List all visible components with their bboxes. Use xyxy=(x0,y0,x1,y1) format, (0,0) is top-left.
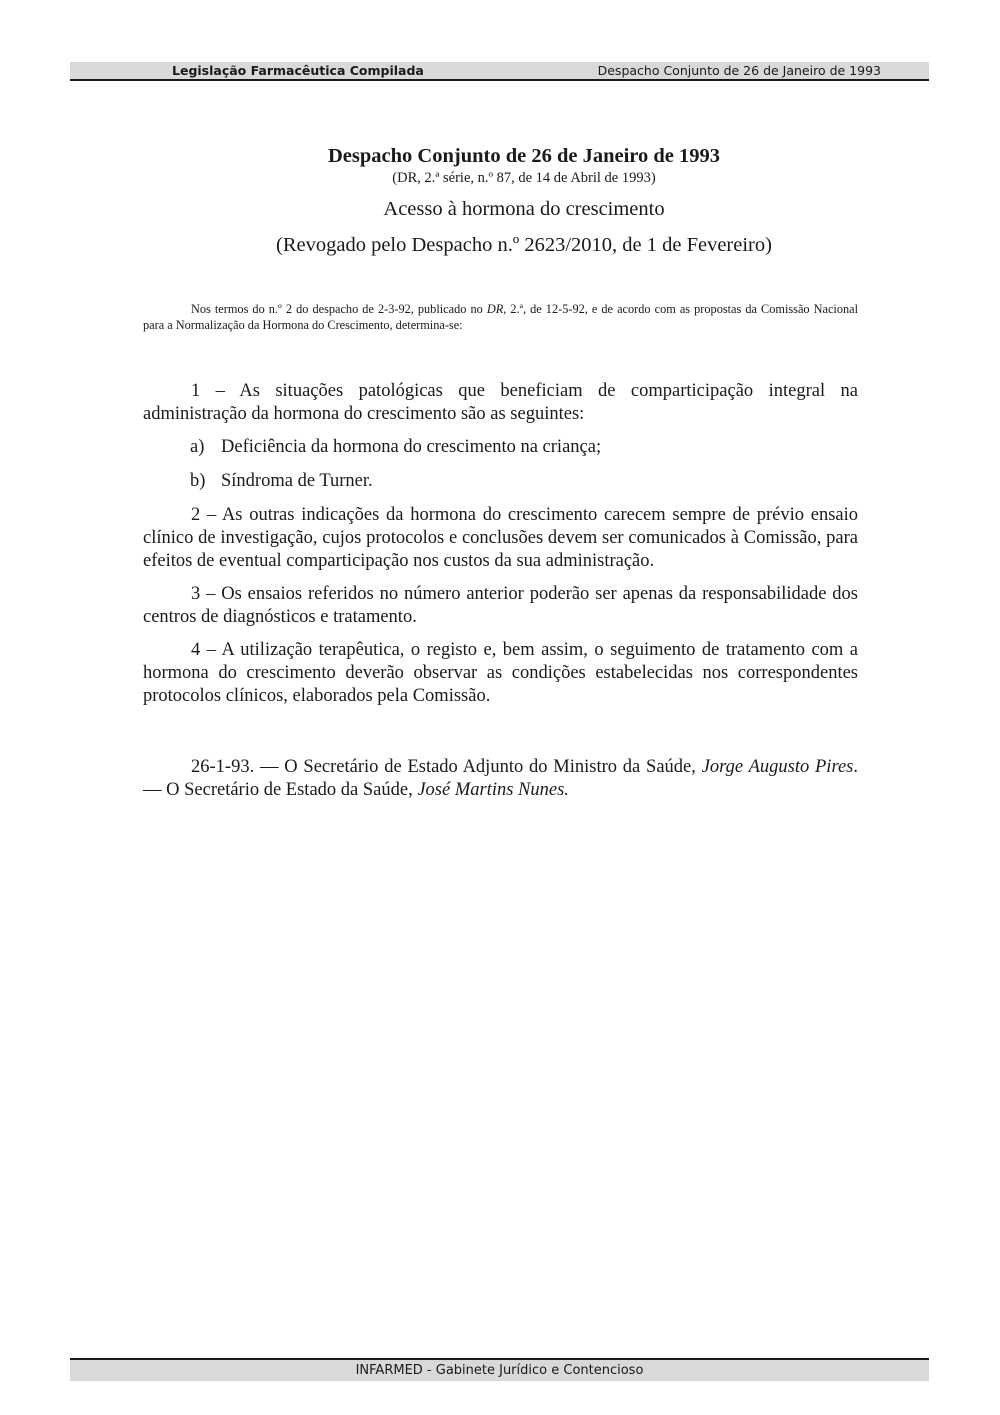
header-publication-title: Legislação Farmacêutica Compilada xyxy=(172,63,424,78)
page-header xyxy=(70,62,929,81)
preamble-text-start: Nos termos do n.º 2 do despacho de 2-3-92, publicado no xyxy=(191,302,487,316)
document-heading: Acesso à hormona do crescimento xyxy=(383,198,665,220)
list-item-b xyxy=(190,470,373,493)
list-marker: a) xyxy=(190,437,205,457)
paragraph-2: 2 – As outras indicações da hormona do crescimento carecem sempre de prévio ensaio clínico de investigação, cujos protocolos e conclusões devem ser comunicados à Comissão, para efeitos de eventual comparticipação nos custos da sua administração. xyxy=(143,505,858,571)
list-marker: b) xyxy=(190,471,206,491)
document-title: Despacho Conjunto de 26 de Janeiro de 1993 xyxy=(328,145,720,167)
paragraph-4: 4 – A utilização terapêutica, o registo e, bem assim, o seguimento de tratamento com a hormona do crescimento deverão observar as condições estabelecidas nos correspondentes protocolos clínicos, elaborados pela Comissão. xyxy=(143,640,858,706)
preamble-paragraph xyxy=(143,302,858,333)
signature-text-middle: . — O Secretário de Estado da Saúde, xyxy=(143,757,858,800)
preamble-text-end: , 2.ª, de 12-5-92, e de acordo com as propostas da Comissão Nacional para a Normalização da Hormona do Crescimento, determina-se: xyxy=(143,302,858,332)
revocation-note: (Revogado pelo Despacho n.º 2623/2010, de 1 de Fevereiro) xyxy=(276,234,772,256)
list-item-a xyxy=(190,436,601,459)
signature-text-start: 26-1-93. — O Secretário de Estado Adjunto do Ministro da Saúde, xyxy=(191,757,702,777)
list-item-text: Deficiência da hormona do crescimento na criança; xyxy=(221,437,602,457)
preamble-dr-abbrev: DR xyxy=(486,302,504,316)
signature-block xyxy=(143,756,858,802)
paragraph-1: 1 – As situações patológicas que beneficiam de comparticipação integral na administração da hormona do crescimento são as seguintes: xyxy=(143,381,858,424)
footer-text: INFARMED - Gabinete Jurídico e Contencioso xyxy=(355,1363,644,1378)
signatory-name-2: José Martins Nunes. xyxy=(417,780,569,800)
paragraph-3: 3 – Os ensaios referidos no número anterior poderão ser apenas da responsabilidade dos centros de diagnósticos e tratamento. xyxy=(143,584,858,627)
signatory-name-1: Jorge Augusto Pires xyxy=(701,757,854,777)
list-item-text: Síndroma de Turner. xyxy=(221,471,373,491)
page-footer xyxy=(70,1358,929,1381)
document-subtitle: (DR, 2.ª série, n.º 87, de 14 de Abril de 1993) xyxy=(392,170,656,186)
header-document-title: Despacho Conjunto de 26 de Janeiro de 1993 xyxy=(597,63,881,78)
